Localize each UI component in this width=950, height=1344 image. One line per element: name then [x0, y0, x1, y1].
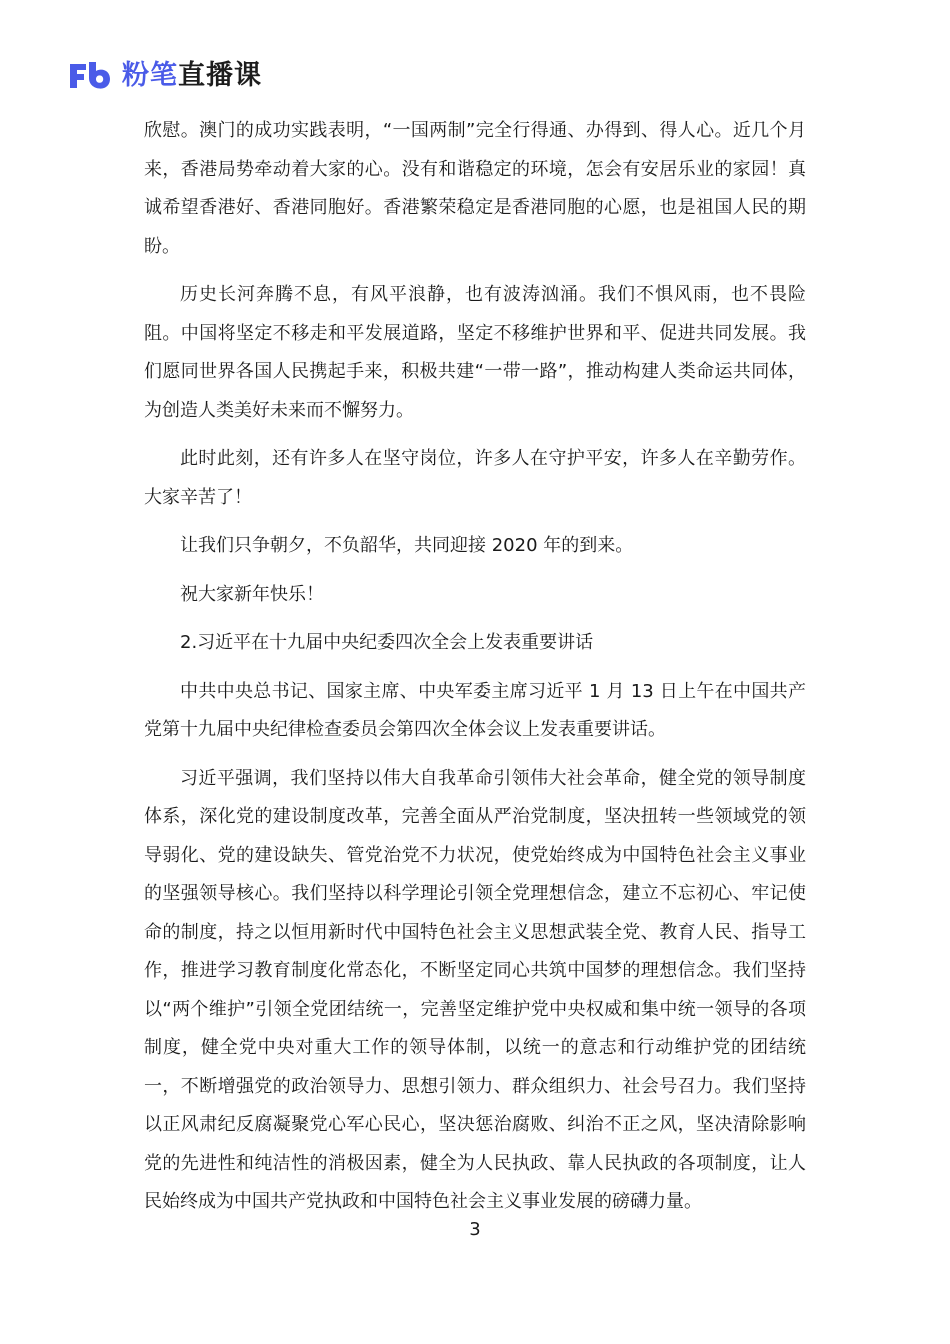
- paragraph: 中共中央总书记、国家主席、中央军委主席习近平 1 月 13 日上午在中国共产党第十九届中央纪律检查委员会第四次全体会议上发表重要讲话。: [144, 680, 806, 740]
- page-number: 3: [469, 1219, 481, 1240]
- page-header: [68, 56, 262, 96]
- brand-name-rest: 直播课: [178, 60, 262, 91]
- document-body: [144, 112, 806, 1232]
- brand-name-accent: 粉笔: [122, 60, 178, 91]
- fb-logo-icon: [68, 60, 112, 92]
- brand-name: [122, 60, 262, 92]
- paragraph: 历史长河奔腾不息，有风平浪静，也有波涛汹涌。我们不惧风雨，也不畏险阻。中国将坚定不移走和平发展道路，坚定不移维护世界和平、促进共同发展。我们愿同世界各国人民携起手来，积极共建“一带一路”，推动构建人类命运共同体，为创造人类美好未来而不懈努力。: [144, 284, 806, 421]
- paragraph: 习近平强调，我们坚持以伟大自我革命引领伟大社会革命，健全党的领导制度体系，深化党的建设制度改革，完善全面从严治党制度，坚决扭转一些领域党的领导弱化、党的建设缺失、管党治党不力状况，使党始终成为中国特色社会主义事业的坚强领导核心。我们坚持以科学理论引领全党理想信念，建立不忘初心、牢记使命的制度，持之以恒用新时代中国特色社会主义思想武装全党、教育人民、指导工作，推进学习教育制度化常态化，不断坚定同心共筑中国梦的理想信念。我们坚持以“两个维护”引领全党团结统一，完善坚定维护党中央权威和集中统一领导的各项制度，健全党中央对重大工作的领导体制，以统一的意志和行动维护党的团结统一，不断增强党的政治领导力、思想引领力、群众组织力、社会号召力。我们坚持以正风肃纪反腐凝聚党心军心民心，坚决惩治腐败、纠治不正之风，坚决清除影响党的先进性和纯洁性的消极因素，健全为人民执政、靠人民执政的各项制度，让人民始终成为中国共产党执政和中国特色社会主义事业发展的磅礴力量。: [144, 767, 806, 1212]
- section-heading: 2.习近平在十九届中央纪委四次全会上发表重要讲话: [180, 632, 594, 653]
- paragraph: 祝大家新年快乐！: [180, 583, 324, 605]
- paragraph-continued: 欣慰。澳门的成功实践表明，“一国两制”完全行得通、办得到、得人心。近几个月来，香港局势牵动着大家的心。没有和谐稳定的环境，怎会有安居乐业的家园！真诚希望香港好、香港同胞好。香港繁荣稳定是香港同胞的心愿，也是祖国人民的期盼。: [144, 120, 806, 257]
- paragraph: 让我们只争朝夕，不负韶华，共同迎接 2020 年的到来。: [180, 535, 634, 556]
- paragraph: 此时此刻，还有许多人在坚守岗位，许多人在守护平安，许多人在辛勤劳作。大家辛苦了！: [144, 448, 806, 508]
